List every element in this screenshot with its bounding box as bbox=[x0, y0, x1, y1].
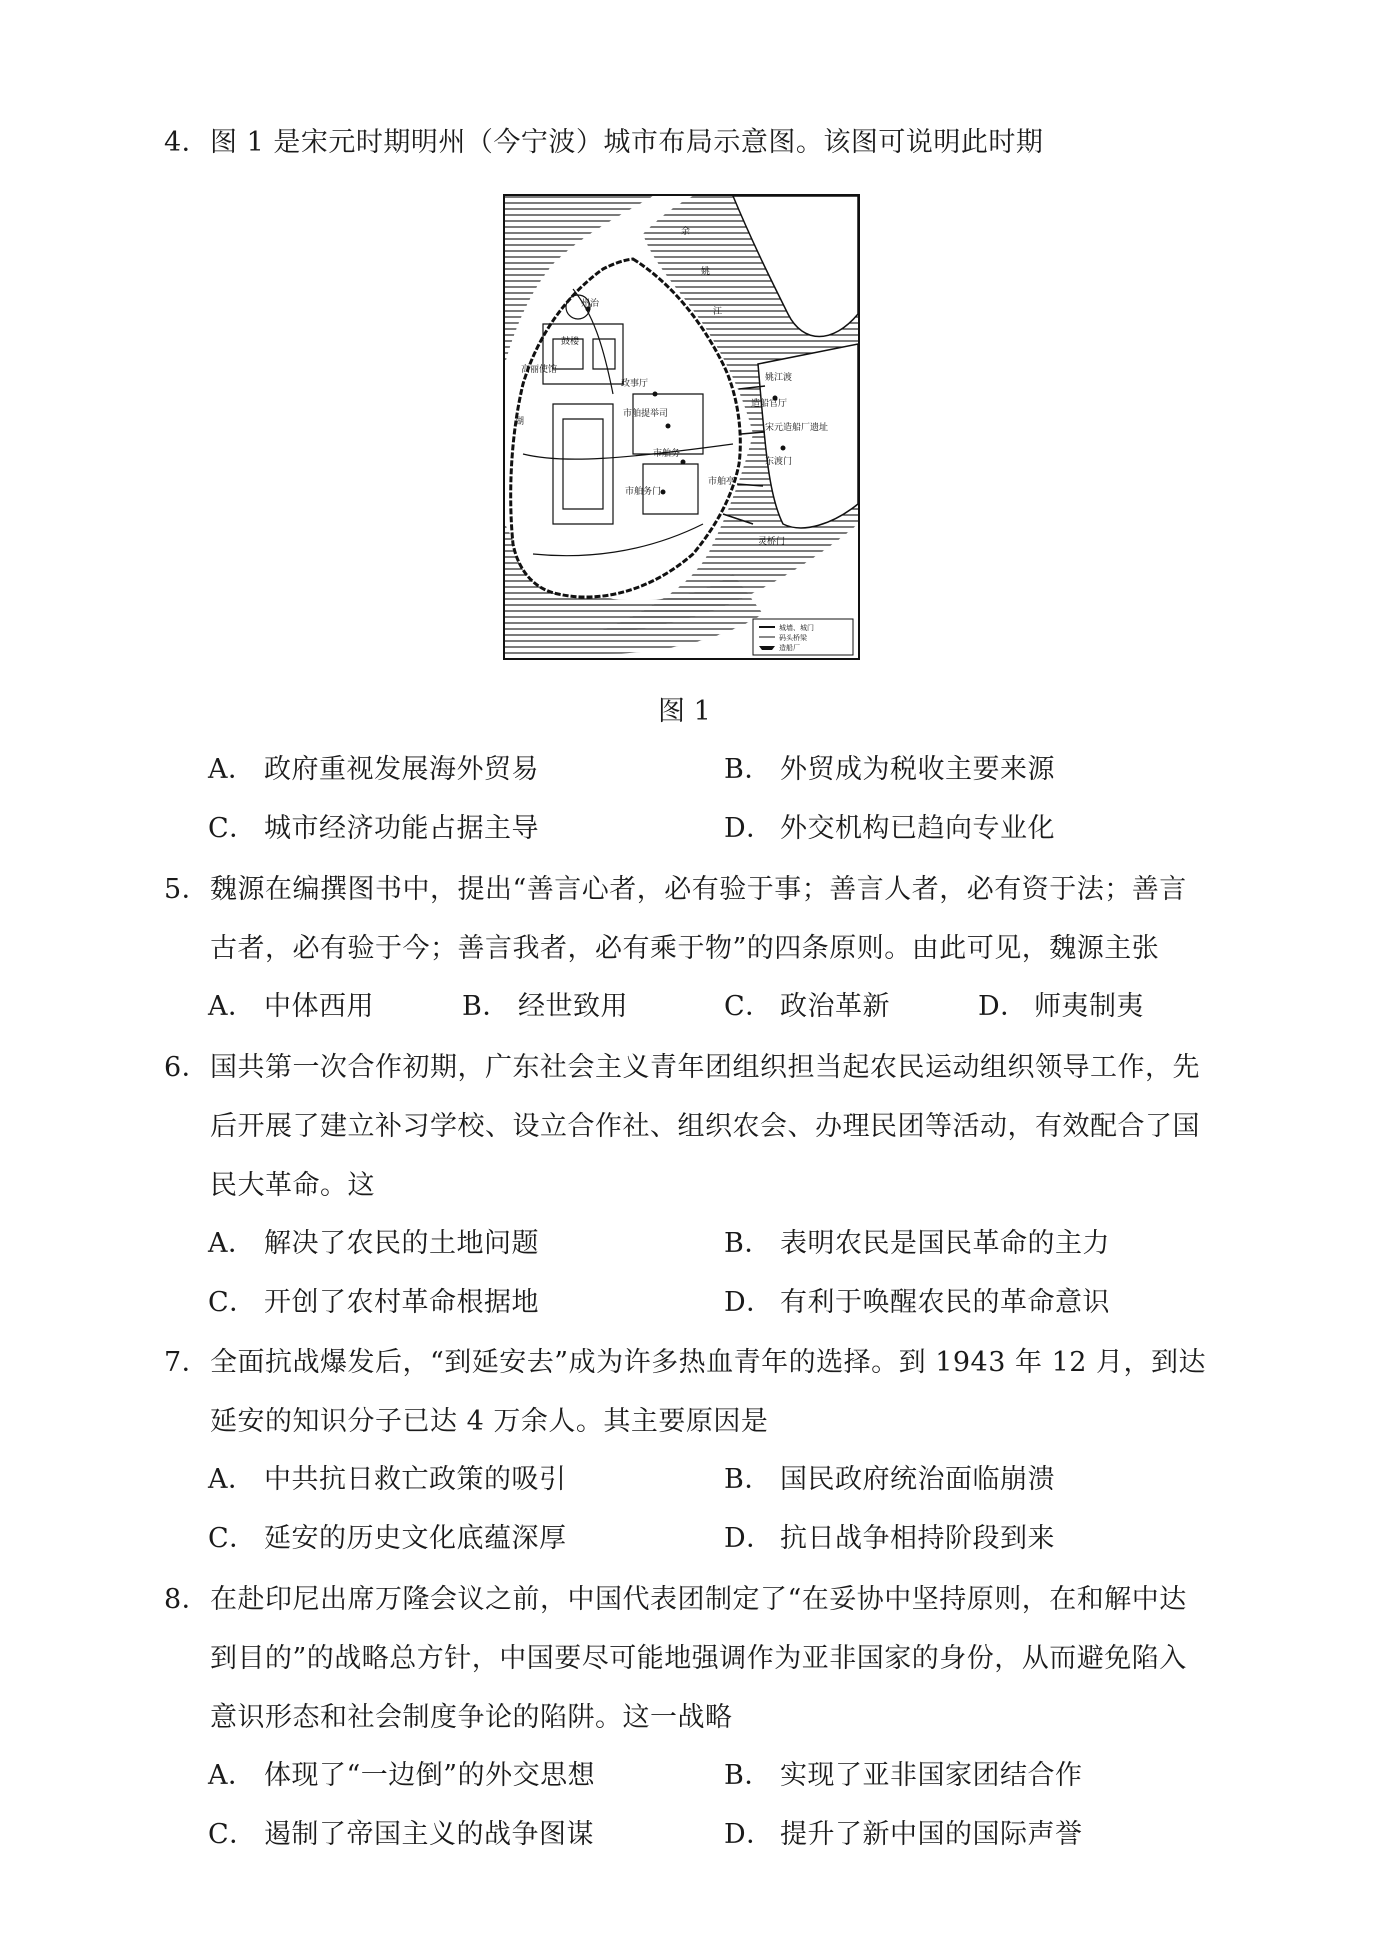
option-text: 师夷制夷 bbox=[1034, 991, 1144, 1022]
question-stem-line2: 到目的”的战略总方针，中国要尽可能地强调作为亚非国家的身份，从而避免陷入 bbox=[210, 1643, 1187, 1674]
map-label-gaoli: 高丽使馆 bbox=[521, 365, 558, 375]
question-stem-line1: 全面抗战爆发后，“到延安去”成为许多热血青年的选择。到 1943 年 12 月，到达 bbox=[210, 1347, 1207, 1378]
q8-option-a[interactable] bbox=[208, 1756, 595, 1796]
q5-option-d[interactable] bbox=[978, 987, 1144, 1027]
map-label-river-2: 姚 bbox=[701, 267, 711, 277]
q6-option-c[interactable] bbox=[208, 1283, 539, 1323]
option-label: D． bbox=[724, 813, 774, 844]
question-stem-line1: 在赴印尼出席万隆会议之前，中国代表团制定了“在妥协中坚持原则，在和解中达 bbox=[210, 1584, 1187, 1615]
map-label-river-3: 江 bbox=[713, 307, 723, 317]
map-label-zhengshi: 政事厅 bbox=[621, 379, 649, 389]
map-label-dongdu-gate: 东渡门 bbox=[765, 457, 793, 467]
option-text: 城市经济功能占据主导 bbox=[264, 813, 539, 844]
option-text: 经世致用 bbox=[518, 991, 628, 1022]
option-text: 中体西用 bbox=[264, 991, 374, 1022]
map-label-shipyard-site: 宋元造船厂遗址 bbox=[765, 423, 829, 433]
q4-option-b[interactable] bbox=[724, 750, 1055, 790]
q5-option-a[interactable] bbox=[208, 987, 374, 1027]
option-text: 解决了农民的土地问题 bbox=[264, 1228, 539, 1259]
ningbo-city-map bbox=[503, 194, 860, 660]
option-text: 国民政府统治面临崩溃 bbox=[780, 1464, 1055, 1495]
option-label: D． bbox=[724, 1819, 774, 1850]
option-label: D． bbox=[724, 1523, 774, 1554]
q8-option-c[interactable] bbox=[208, 1815, 594, 1855]
question-stem-line1: 国共第一次合作初期，广东社会主义青年团组织担当起农民运动组织领导工作，先 bbox=[210, 1052, 1200, 1083]
option-text: 外贸成为税收主要来源 bbox=[780, 754, 1055, 785]
question-number: 5． bbox=[164, 874, 210, 905]
option-text: 提升了新中国的国际声誉 bbox=[780, 1819, 1083, 1850]
option-label: B． bbox=[462, 991, 510, 1022]
option-label: B． bbox=[724, 754, 772, 785]
option-text: 体现了“一边倒”的外交思想 bbox=[264, 1760, 596, 1791]
map-label-zaochuan-guanting: 造船官厅 bbox=[751, 399, 788, 409]
map-label-shibo-ting: 市舶亭 bbox=[708, 477, 736, 487]
map-label-gulou: 鼓楼 bbox=[561, 337, 580, 347]
q7-option-c[interactable] bbox=[208, 1519, 567, 1559]
figure-caption: 图 1 bbox=[658, 696, 711, 727]
question-stem-line2: 后开展了建立补习学校、设立合作社、组织农会、办理民团等活动，有效配合了国 bbox=[210, 1111, 1200, 1142]
option-text: 开创了农村革命根据地 bbox=[264, 1287, 539, 1318]
option-label: C． bbox=[208, 1287, 257, 1318]
option-label: B． bbox=[724, 1228, 772, 1259]
option-label: C． bbox=[208, 1819, 257, 1850]
option-text: 中共抗日救亡政策的吸引 bbox=[264, 1464, 567, 1495]
option-label: A． bbox=[208, 1760, 256, 1791]
question-stem: 图 1 是宋元时期明州（今宁波）城市布局示意图。该图可说明此时期 bbox=[210, 127, 1044, 158]
option-text: 有利于唤醒农民的革命意识 bbox=[780, 1287, 1110, 1318]
option-label: B． bbox=[724, 1464, 772, 1495]
q6-option-b[interactable] bbox=[724, 1224, 1110, 1264]
map-label-lingqiao-gate: 灵桥门 bbox=[758, 537, 786, 547]
question-stem-line2: 古者，必有验于今；善言我者，必有乘于物”的四条原则。由此可见，魏源主张 bbox=[210, 933, 1160, 964]
question-stem-line2: 延安的知识分子已达 4 万余人。其主要原因是 bbox=[210, 1406, 769, 1437]
map-label-shibo-tiju: 市舶提举司 bbox=[623, 409, 669, 419]
q7-option-a[interactable] bbox=[208, 1460, 567, 1500]
map-label-shibowu-gate: 市舶务门 bbox=[625, 487, 662, 497]
map-label-river-1: 余 bbox=[681, 227, 691, 237]
legend-shipyard: 造船厂 bbox=[779, 644, 800, 652]
option-label: A． bbox=[208, 991, 256, 1022]
option-text: 政府重视发展海外贸易 bbox=[264, 754, 539, 785]
q8-option-d[interactable] bbox=[724, 1815, 1083, 1855]
option-label: C． bbox=[208, 1523, 257, 1554]
legend-pier: 码头桥梁 bbox=[779, 634, 807, 642]
q7-option-b[interactable] bbox=[724, 1460, 1055, 1500]
question-number: 4． bbox=[164, 127, 210, 158]
question-stem-line1: 魏源在编撰图书中，提出“善言心者，必有验于事；善言人者，必有资于法；善言 bbox=[210, 874, 1187, 905]
option-label: C． bbox=[208, 813, 257, 844]
map-label-yaojiang-du: 姚江渡 bbox=[765, 373, 793, 383]
question-stem-line3: 意识形态和社会制度争论的陷阱。这一战略 bbox=[210, 1702, 733, 1733]
option-label: A． bbox=[208, 1464, 256, 1495]
option-text: 外交机构已趋向专业化 bbox=[780, 813, 1055, 844]
q5-option-c[interactable] bbox=[724, 987, 890, 1027]
option-label: A． bbox=[208, 1228, 256, 1259]
q6-option-a[interactable] bbox=[208, 1224, 539, 1264]
option-label: C． bbox=[724, 991, 773, 1022]
q7-option-d[interactable] bbox=[724, 1519, 1055, 1559]
option-text: 政治革新 bbox=[780, 991, 890, 1022]
q8-option-b[interactable] bbox=[724, 1756, 1083, 1796]
question-stem-line3: 民大革命。这 bbox=[210, 1170, 375, 1201]
q6-option-d[interactable] bbox=[724, 1283, 1110, 1323]
question-number: 7． bbox=[164, 1347, 210, 1378]
option-label: A． bbox=[208, 754, 256, 785]
legend-wall: 城墙、城门 bbox=[779, 624, 814, 632]
q4-option-d[interactable] bbox=[724, 809, 1055, 849]
option-text: 抗日战争相持阶段到来 bbox=[780, 1523, 1055, 1554]
option-label: D． bbox=[724, 1287, 774, 1318]
option-text: 延安的历史文化底蕴深厚 bbox=[264, 1523, 567, 1554]
q4-option-a[interactable] bbox=[208, 750, 539, 790]
map-label-shibowu: 市舶务 bbox=[653, 449, 681, 459]
q5-option-b[interactable] bbox=[462, 987, 628, 1027]
option-label: D． bbox=[978, 991, 1028, 1022]
question-number: 8． bbox=[164, 1584, 210, 1615]
q4-option-c[interactable] bbox=[208, 809, 539, 849]
option-text: 遏制了帝国主义的战争图谋 bbox=[264, 1819, 594, 1850]
option-text: 实现了亚非国家团结合作 bbox=[780, 1760, 1083, 1791]
question-number: 6． bbox=[164, 1052, 210, 1083]
option-text: 表明农民是国民革命的主力 bbox=[780, 1228, 1110, 1259]
map-label-lake: 湖 bbox=[515, 417, 525, 427]
map-label-zhouzhi: 州治 bbox=[581, 299, 600, 309]
option-label: B． bbox=[724, 1760, 772, 1791]
